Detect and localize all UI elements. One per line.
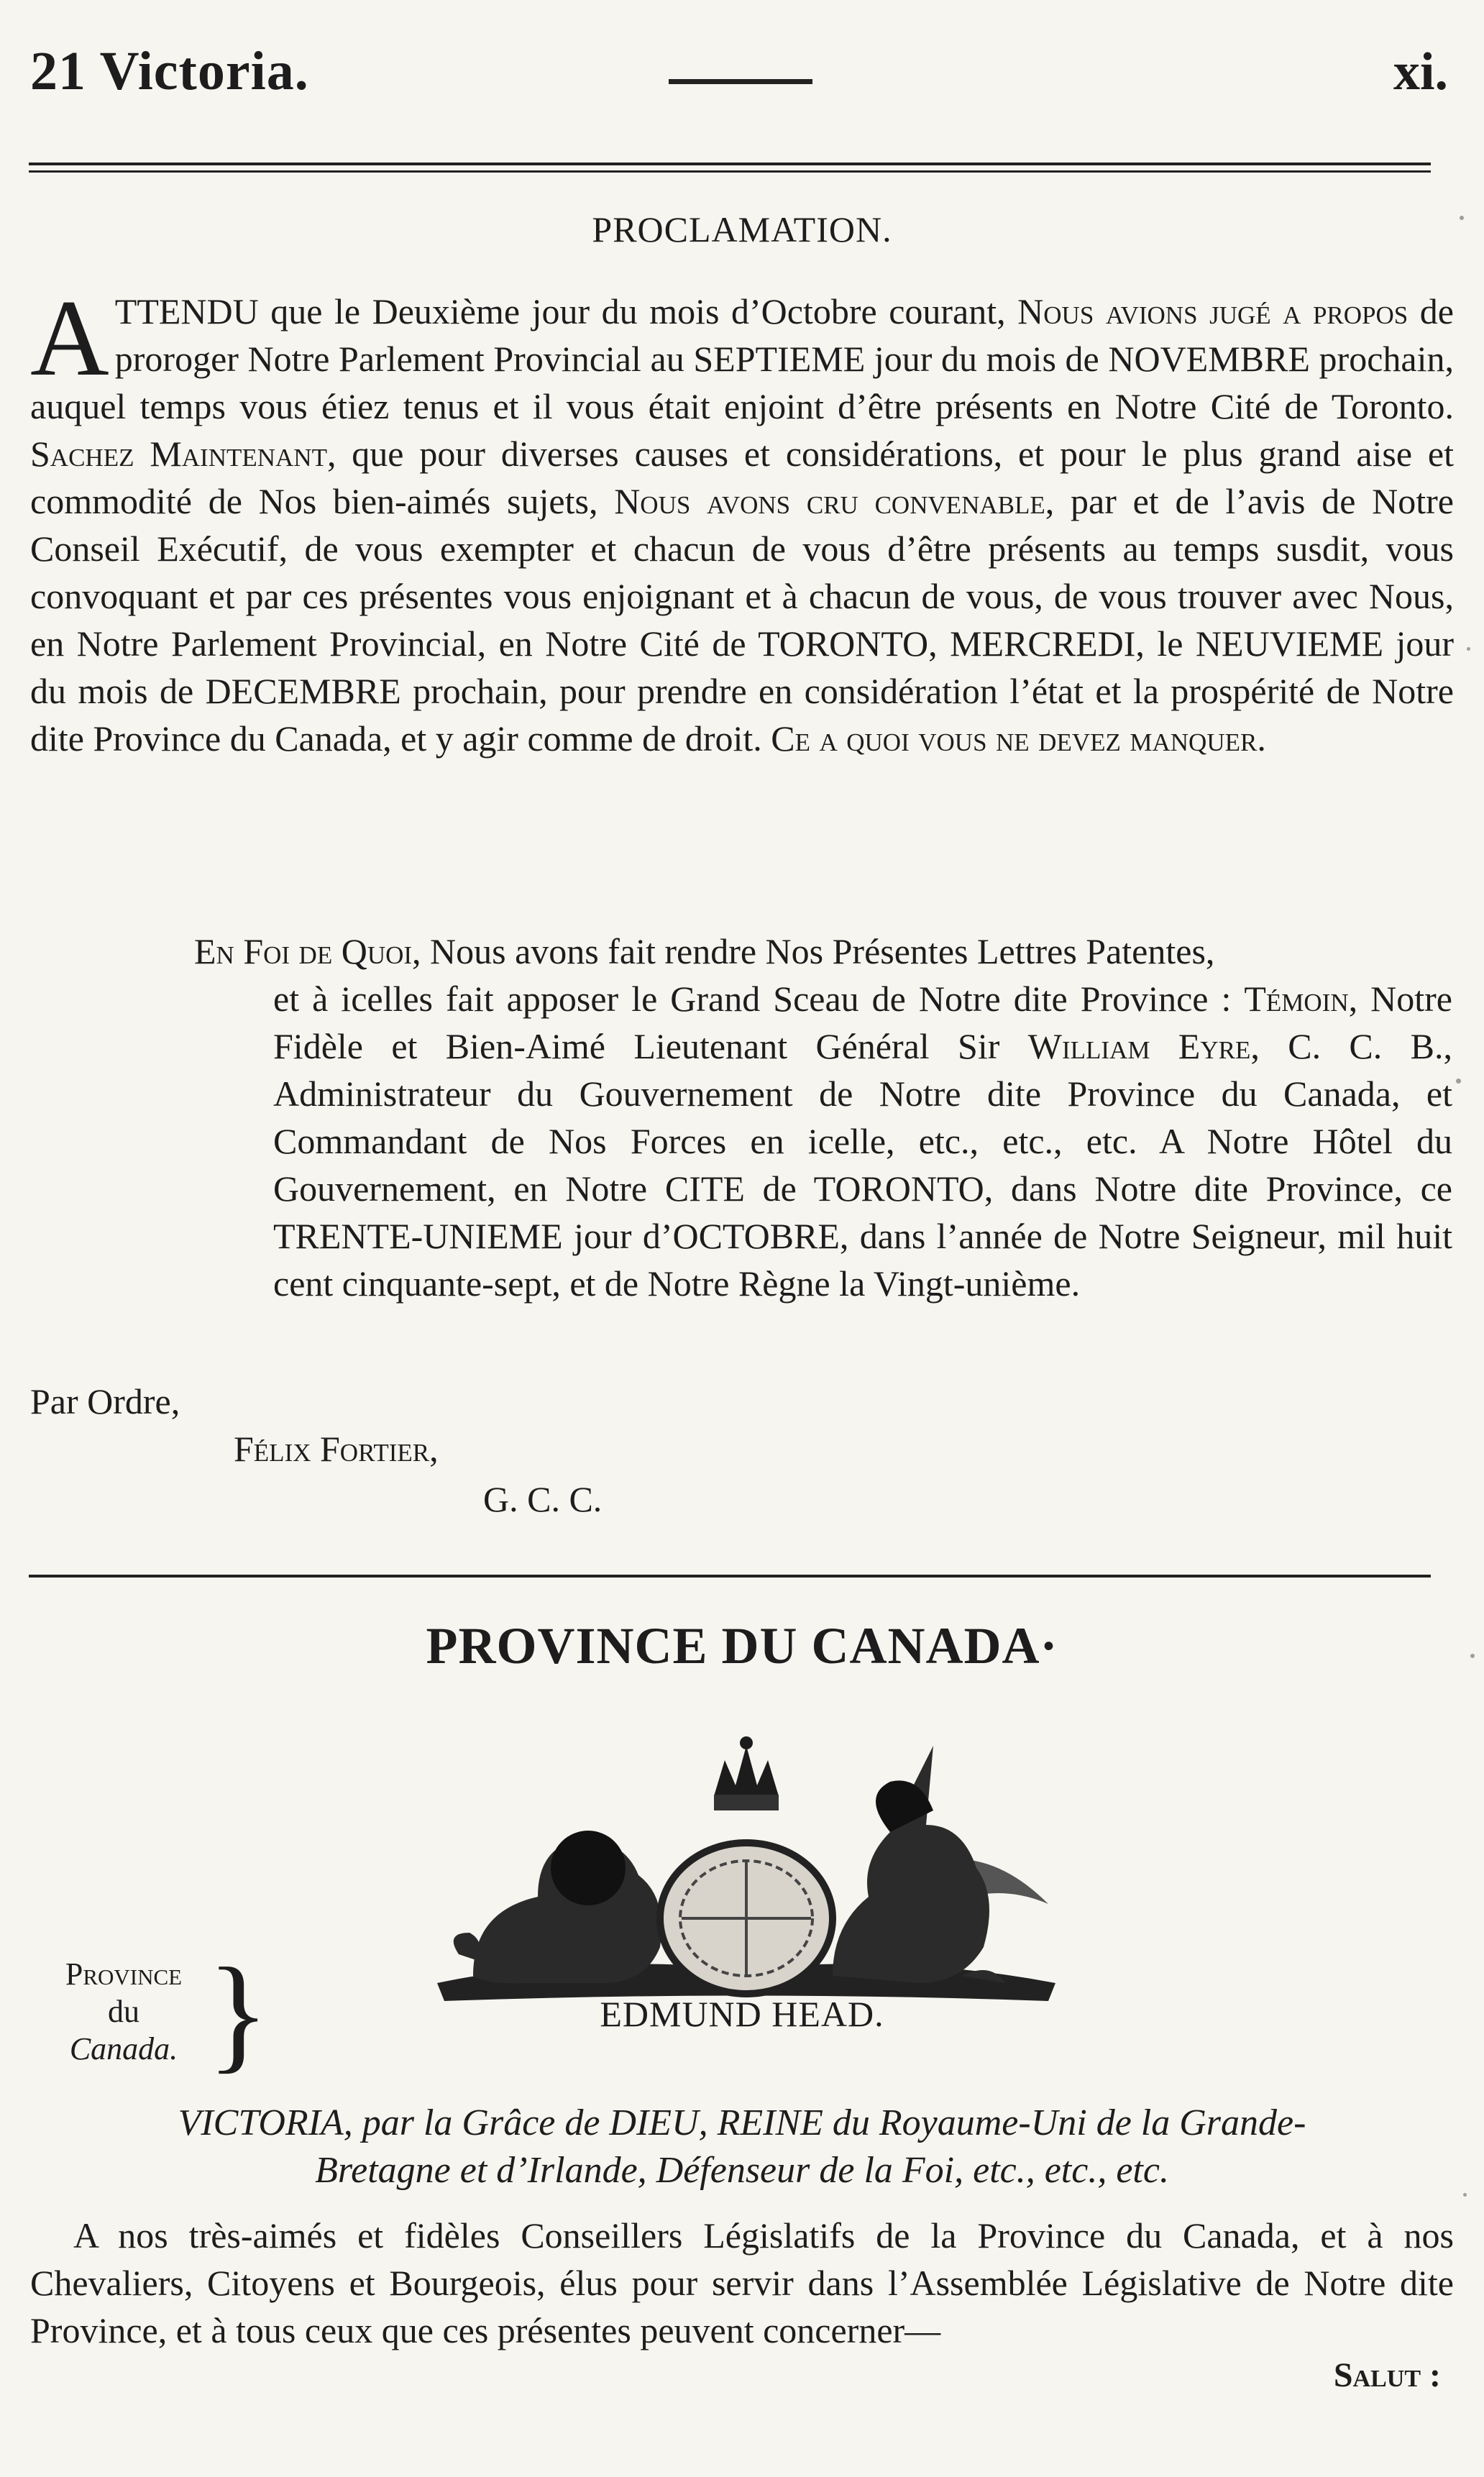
attestation-text-2: et à icelles fait apposer le Grand Sceau de Notre dite Province :	[273, 979, 1245, 1019]
royal-style-line-1: VICTORIA, par la Grâce de DIEU, REINE du Royaume-Uni de la Grande-	[178, 2102, 1306, 2143]
par-ordre: Par Ordre,	[30, 1381, 180, 1421]
attestation-continuation	[194, 975, 1452, 1307]
proclamation-text-2: de proroger Notre Parlement Provincial au SEPTIEME jour du mois de NOVEMBRE prochain, auquel temps vous étiez tenus et il vous était enjoint d’être présents en Notre Cité de Toronto.	[30, 291, 1454, 426]
drop-cap: A	[30, 278, 109, 398]
salutation: Salut :	[1333, 2356, 1441, 2394]
running-head-dash	[669, 79, 812, 84]
proclamation-smallcaps-1: Nous avions jugé a propos	[1017, 291, 1409, 331]
scan-speck	[1463, 2193, 1467, 2197]
province-title: PROVINCE DU CANADA·	[426, 1617, 1058, 1675]
attestation-text-1: , Nous avons fait rendre Nos Présentes Lettres Patentes,	[412, 931, 1215, 971]
attestation-first-line	[194, 928, 1452, 975]
attestation-smallcaps-3: William Eyre	[1027, 1026, 1251, 1066]
royal-style	[30, 2100, 1454, 2194]
attestation-smallcaps-2: Témoin	[1244, 979, 1349, 1019]
signatory-title: G. C. C.	[483, 1479, 603, 1519]
proclamation-text-1: TTENDU que le Deuxième jour du mois d’Octobre courant,	[114, 291, 1018, 331]
running-head-left: 21 Victoria.	[30, 41, 309, 101]
scan-speck	[1467, 647, 1470, 651]
proclamation-body	[30, 278, 1454, 762]
attestation-text-3: , Notre Fidèle et Bien-Aimé Lieutenant Général Sir	[273, 979, 1453, 1066]
proclamation-text-4: , par et de l’avis de Notre Conseil Exécutif, de vous exempter et chacun de vous d’être présents au temps susdit, vous convoquant et par ces présentes vous enjoignant et à chacun de vous, de vous trouver avec Nous, en Notre Parlement Provincial, en Notre Cité de TORONTO, MERCREDI, le NEUVIEME jour du mois de DECEMBRE prochain, pour prendre en considération l’état et la prospérité de Notre dite Province du Canada, et y agir comme de droit.	[30, 481, 1454, 759]
margin-note-line-1: Province	[65, 1956, 183, 1992]
proclamation-smallcaps-4: Ce a quoi vous ne devez manquer.	[771, 718, 1266, 759]
scan-speck	[1470, 1654, 1475, 1658]
margin-note-line-2: du	[108, 1994, 139, 2029]
proclamation-title: PROCLAMATION.	[592, 209, 892, 249]
scan-speck	[1456, 1079, 1461, 1084]
proclamation-text-3: , que pour diverses causes et considérations, et pour le plus grand aise et commodité de Nos bien-aimés sujets,	[30, 434, 1454, 521]
scan-speck	[1460, 216, 1464, 220]
governor-name: EDMUND HEAD.	[600, 1994, 884, 2034]
royal-coat-of-arms-illustration	[430, 1717, 1063, 2012]
attestation-text-4: , C. C. B., Administrateur du Gouvernement de Notre dite Province du Canada, et Commandant de Nos Forces en icelle, etc., etc., etc. A Notre Hôtel du Gouvernement, en Notre CITE de TORONTO, dans Notre dite Province, ce TRENTE-UNIEME jour d’OCTOBRE, dans l’année de Notre Seigneur, mil huit cent cinquante-sept, et de Notre Règne la Vingt-unième.	[273, 1026, 1452, 1304]
signatory-name: Félix Fortier,	[234, 1429, 439, 1469]
proclamation-smallcaps-3: Nous avons cru convenable	[614, 481, 1045, 521]
royal-style-line-2: Bretagne et d’Irlande, Défenseur de la Foi, etc., etc., etc.	[315, 2150, 1169, 2191]
attestation-paragraph	[194, 928, 1452, 1307]
header-double-rule	[29, 162, 1431, 173]
address-paragraph: A nos très-aimés et fidèles Conseillers Législatifs de la Province du Canada, et à nos Chevaliers, Citoyens et Bourgeois, élus pour servir dans l’Assemblée Législative de Notre dite Province, et à tous ceux que ces présentes peuvent concerner—	[30, 2215, 1454, 2350]
attestation-smallcaps-1: En Foi de Quoi	[194, 931, 413, 971]
proclamation-smallcaps-2: Sachez Maintenant	[30, 434, 327, 474]
section-divider-rule	[29, 1575, 1431, 1578]
page-number: xi.	[1393, 42, 1448, 101]
margin-note-line-3: Canada.	[69, 2031, 178, 2066]
margin-note-brace: }	[207, 1941, 270, 2084]
